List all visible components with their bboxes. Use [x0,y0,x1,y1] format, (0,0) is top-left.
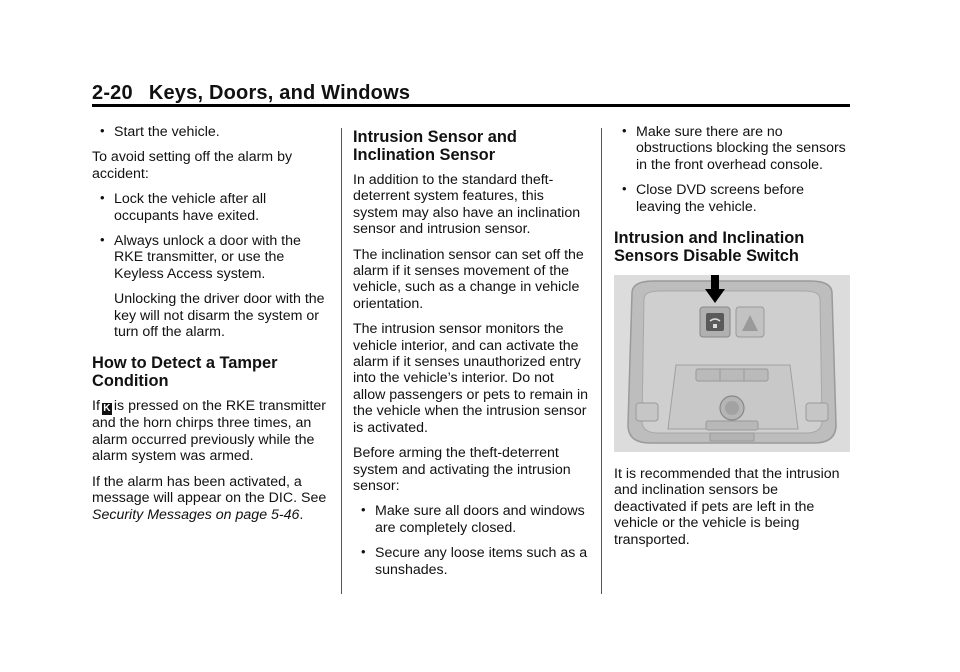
header-rule [92,104,850,107]
page-number: 2-20 [92,82,133,104]
overhead-console-figure [614,275,850,452]
para-alarm-activated [92,474,328,523]
bullet-start-vehicle: • Start the vehicle. [92,124,328,140]
alarm-activated-text: If the alarm has been activated, a message will appear on the DIC. See [92,473,327,507]
chapter-title: Keys, Doors, and Windows [148,82,411,104]
column-divider-1 [341,128,342,594]
bullet-loose-items: • Secure any loose items such as a sunshades. [353,545,589,578]
heading-intrusion-inclination: Intrusion Sensor and Inclination Sensor [353,128,517,164]
tamper-if: If [92,398,100,415]
para-recommendation: It is recommended that the intrusion and inclination sensors be deactivated if pets are left in the vehicle or the vehicle is being transported. [614,466,840,548]
para-inclination-sensor: The inclination sensor can set off the alarm if it senses movement of the vehicle, such as a change in vehicle orientation. [353,246,584,312]
overhead-console-illustration [614,275,850,452]
bullet-unlock-door: • Always unlock a door with the RKE transmitter, or use the Keyless Access system. [92,233,328,282]
para-standard-features: In addition to the standard theft-deterrent system features, this system may also have an inclination sensor and intrusion sensor. [353,172,581,238]
xref-end: . [299,506,304,523]
para-unlocking-driver: Unlocking the driver door with the key will not disarm the system or turn off the alarm. [114,291,325,341]
tamper-rest: is pressed on the RKE transmitter and the horn chirps three times, an alarm occurred previously while the alarm system was armed. [92,398,327,465]
column-2 [353,124,589,587]
para-avoid-alarm: To avoid setting off the alarm by accident: [92,149,293,182]
bullet-doors-windows: • Make sure all doors and windows are completely closed. [353,503,589,536]
heading-disable-switch: Intrusion and Inclination Sensors Disable Switch [614,229,805,266]
column-3 [614,124,850,557]
para-before-arming: Before arming the theft-deterrent system and activating the intrusion sensor: [353,445,571,494]
para-tamper [92,398,328,464]
intrusion-sensor-switch [706,313,724,331]
bullet-lock-vehicle: • Lock the vehicle after all occupants have exited. [92,191,328,224]
column-1 [92,124,328,532]
heading-tamper: How to Detect a Tamper Condition [92,354,278,391]
bullet-close-dvd: • Close DVD screens before leaving the vehicle. [614,182,850,215]
security-messages-link[interactable]: Security Messages on page 5-46 [92,506,300,523]
para-intrusion-sensor: The intrusion sensor monitors the vehicle interior, and can activate the alarm if it senses unauthorized entry into the vehicle’s interior. Do not allow passengers or pets to remain in the vehicle when the intrusion sensor is activated. [353,321,589,436]
bullet-no-obstructions: • Make sure there are no obstructions blocking the sensors in the front overhead console. [614,124,850,173]
column-divider-2 [601,128,602,594]
page-header [92,82,410,105]
rke-key-icon: K [103,403,111,415]
